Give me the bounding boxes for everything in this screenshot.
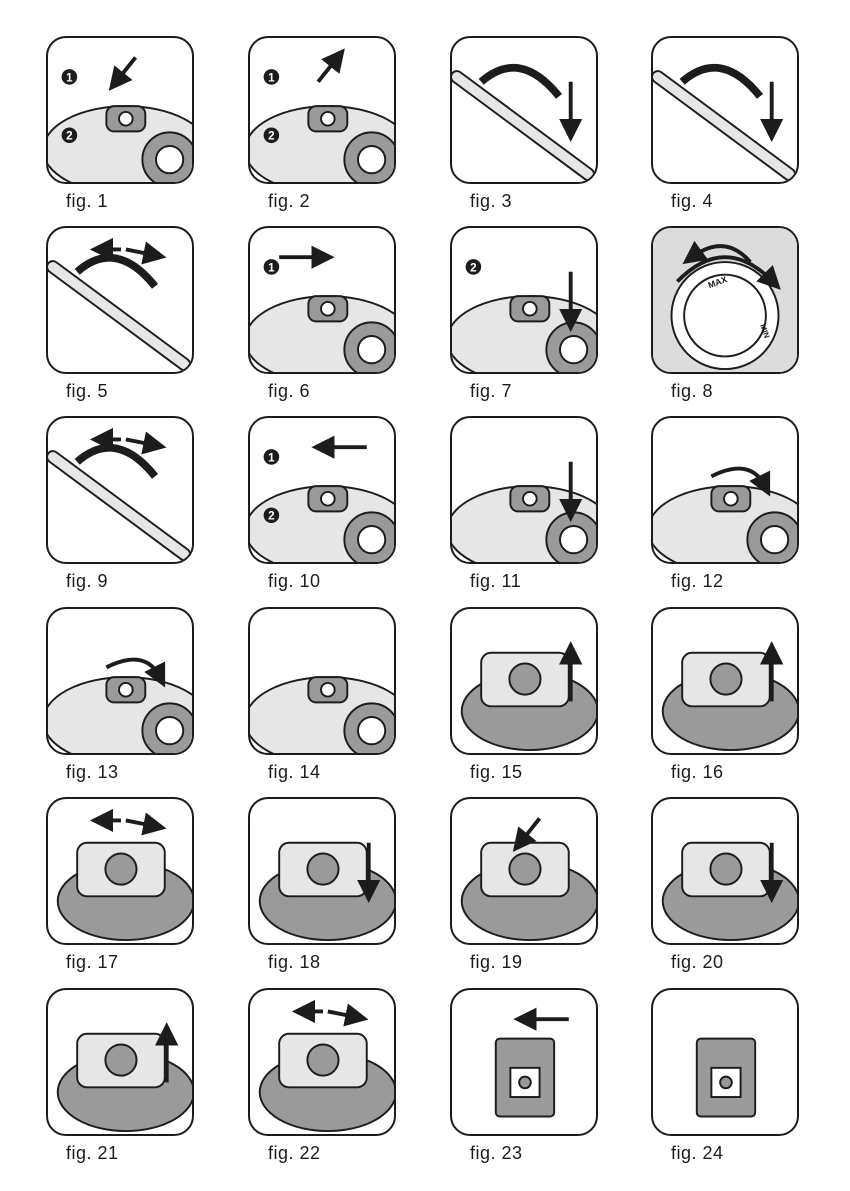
illustration-graphic xyxy=(48,228,192,372)
figure-caption: fig. 8 xyxy=(671,381,714,401)
illustration-graphic xyxy=(452,609,596,753)
figure-illustration-22 xyxy=(248,988,396,1136)
figure-caption: fig. 20 xyxy=(671,952,724,972)
illustration-graphic xyxy=(452,990,596,1134)
svg-text:1: 1 xyxy=(268,451,275,465)
illustration-graphic xyxy=(653,799,797,943)
figure-caption: fig. 11 xyxy=(470,571,522,591)
illustration-graphic xyxy=(452,38,596,182)
figure-caption: fig. 12 xyxy=(671,571,724,591)
svg-text:2: 2 xyxy=(268,509,275,523)
illustration-graphic xyxy=(452,799,596,943)
figure-illustration-2 xyxy=(248,36,396,184)
figure-illustration-19 xyxy=(450,797,598,945)
figure-caption: fig. 10 xyxy=(268,571,321,591)
figure-caption: fig. 6 xyxy=(268,381,311,401)
illustration-graphic xyxy=(250,990,394,1134)
figure-caption: fig. 9 xyxy=(66,571,109,591)
figure-illustration-24 xyxy=(651,988,799,1136)
figure-caption: fig. 23 xyxy=(470,1143,523,1163)
figure-illustration-4 xyxy=(651,36,799,184)
figure-illustration-9 xyxy=(46,416,194,564)
illustration-graphic xyxy=(250,799,394,943)
figure-caption: fig. 14 xyxy=(268,762,321,782)
svg-text:1: 1 xyxy=(268,261,275,275)
figure-caption: fig. 21 xyxy=(66,1143,119,1163)
figure-caption: fig. 18 xyxy=(268,952,321,972)
figure-illustration-15 xyxy=(450,607,598,755)
figure-illustration-12 xyxy=(651,416,799,564)
figure-caption: fig. 5 xyxy=(66,381,109,401)
illustration-graphic xyxy=(48,38,192,182)
svg-text:1: 1 xyxy=(268,71,275,85)
figure-caption: fig. 2 xyxy=(268,191,311,211)
figure-caption: fig. 24 xyxy=(671,1143,724,1163)
illustration-graphic xyxy=(653,228,797,372)
figure-illustration-13 xyxy=(46,607,194,755)
illustration-graphic xyxy=(48,609,192,753)
illustration-graphic xyxy=(48,990,192,1134)
figure-illustration-3 xyxy=(450,36,598,184)
figure-illustration-11 xyxy=(450,416,598,564)
figure-caption: fig. 15 xyxy=(470,762,523,782)
figure-caption: fig. 19 xyxy=(470,952,523,972)
illustration-graphic xyxy=(653,38,797,182)
svg-text:MAX: MAX xyxy=(706,274,729,291)
figure-illustration-1 xyxy=(46,36,194,184)
figure-caption: fig. 17 xyxy=(66,952,119,972)
figure-illustration-20 xyxy=(651,797,799,945)
illustration-graphic xyxy=(452,418,596,562)
svg-text:2: 2 xyxy=(66,129,73,143)
illustration-graphic xyxy=(653,418,797,562)
illustration-graphic xyxy=(653,609,797,753)
illustration-graphic xyxy=(250,609,394,753)
illustration-graphic xyxy=(48,799,192,943)
illustration-graphic xyxy=(653,990,797,1134)
svg-text:1: 1 xyxy=(66,71,73,85)
figure-caption: fig. 3 xyxy=(470,191,513,211)
svg-text:2: 2 xyxy=(268,129,275,143)
figure-illustration-5 xyxy=(46,226,194,374)
figure-illustration-21 xyxy=(46,988,194,1136)
illustration-graphic xyxy=(452,228,596,372)
figure-illustration-10 xyxy=(248,416,396,564)
figure-illustration-7 xyxy=(450,226,598,374)
figure-illustration-16 xyxy=(651,607,799,755)
figure-illustration-18 xyxy=(248,797,396,945)
figure-illustration-6 xyxy=(248,226,396,374)
figure-illustration-8 xyxy=(651,226,799,374)
svg-text:2: 2 xyxy=(470,261,477,275)
figure-caption: fig. 13 xyxy=(66,762,119,782)
figure-caption: fig. 7 xyxy=(470,381,513,401)
svg-text:MIN: MIN xyxy=(758,322,772,340)
figure-illustration-23 xyxy=(450,988,598,1136)
figure-caption: fig. 16 xyxy=(671,762,724,782)
figure-illustration-17 xyxy=(46,797,194,945)
figure-caption: fig. 22 xyxy=(268,1143,321,1163)
illustration-graphic xyxy=(250,418,394,562)
figure-caption: fig. 1 xyxy=(66,191,109,211)
illustration-graphic xyxy=(250,228,394,372)
illustration-graphic xyxy=(48,418,192,562)
figure-illustration-14 xyxy=(248,607,396,755)
illustration-graphic xyxy=(250,38,394,182)
figure-caption: fig. 4 xyxy=(671,191,714,211)
